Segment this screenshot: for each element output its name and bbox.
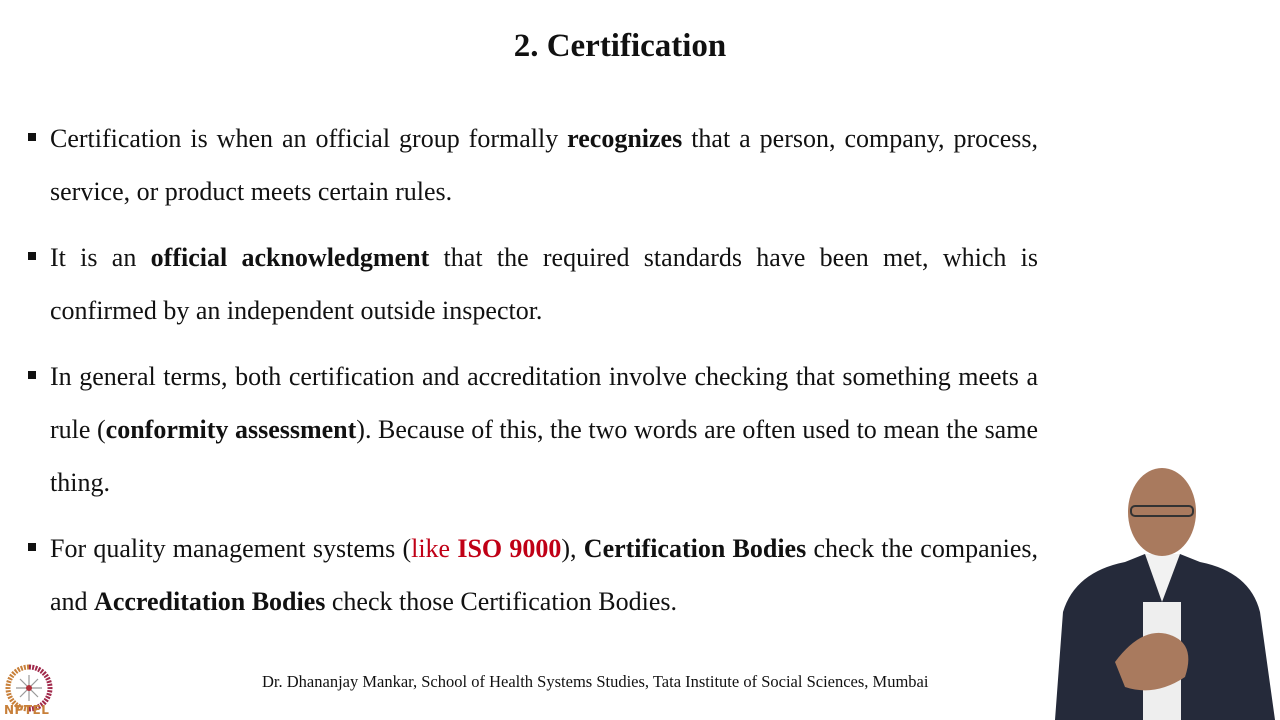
bullet-item: It is an official acknowledgment that the required standards have been met, which is confirmed by an independent outside inspector. — [28, 231, 1038, 337]
bullet-square-icon — [28, 543, 36, 551]
bullet-list — [28, 112, 1038, 641]
slide-title: 2. Certification — [513, 28, 727, 64]
bullet-square-icon — [28, 252, 36, 260]
bullet-item: Certification is when an official group formally recognizes that a person, company, process, service, or product meets certain rules. — [28, 112, 1038, 218]
bullet-item: In general terms, both certification and accreditation involve checking that something meets a rule (conformity assessment). Because of this, the two words are often used to mean the same thing. — [28, 350, 1038, 509]
bullet-square-icon — [28, 133, 36, 141]
slide-footer: Dr. Dhananjay Mankar, School of Health Systems Studies, Tata Institute of Social Sciences, Mumbai — [262, 672, 929, 691]
bullet-square-icon — [28, 371, 36, 379]
nptel-logo-text: NPTEL — [4, 703, 50, 717]
presenter-video-icon — [1045, 462, 1280, 720]
bullet-item: For quality management systems (like ISO 9000), Certification Bodies check the companies, and Accreditation Bodies check those Certification Bodies. — [28, 522, 1038, 628]
